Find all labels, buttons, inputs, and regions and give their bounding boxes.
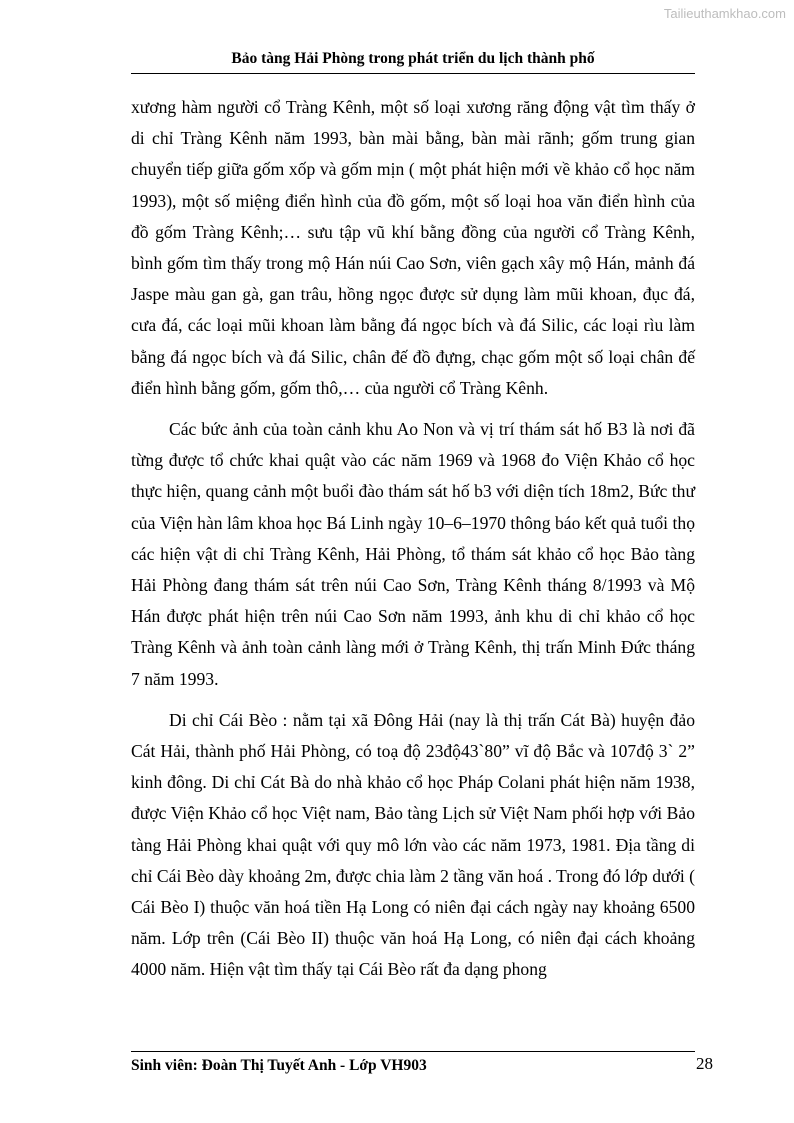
watermark-text: Tailieuthamkhao.com [663,6,786,21]
page-number: 28 [696,1054,713,1073]
document-body [131,92,695,986]
footer-author: Sinh viên: Đoàn Thị Tuyết Anh - Lớp VH903 [131,1057,427,1074]
page-header-title: Bảo tàng Hải Phòng trong phát triển du lịch thành phố [231,50,595,67]
footer-divider [131,1051,695,1052]
paragraph-photographs: Các bức ảnh của toàn cảnh khu Ao Non và vị trí thám sát hố B3 là nơi đã từng được tổ chức khai quật vào các năm 1969 và 1968 đo Viện Khảo cổ học thực hiện, quang cảnh một buổi đào thám sát hố b3 với diện tích 18m2, Bức thư của Viện hàn lâm khoa học Bá Linh ngày 10–6–1970 thông báo kết quả tuổi thọ các hiện vật di chỉ Tràng Kênh, Hải Phòng, tổ thám sát khảo cổ học Bảo tàng Hải Phòng đang thám sát trên núi Cao Sơn, Tràng Kênh tháng 8/1993 và Mộ Hán được phát hiện trên núi Cao Sơn năm 1993, ảnh khu di chỉ khảo cổ học Tràng Kênh và ảnh toàn cảnh làng mới ở Tràng Kênh, thị trấn Minh Đức tháng 7 năm 1993. [131,419,695,689]
paragraph-cai-beo-site: Di chỉ Cái Bèo : nằm tại xã Đông Hải (nay là thị trấn Cát Bà) huyện đảo Cát Hải, thành phố Hải Phòng, có toạ độ 23độ43`80” vĩ độ Bắc và 107độ 3` 2” kinh đông. Di chỉ Cát Bà do nhà khảo cổ học Pháp Colani phát hiện năm 1938, được Viện Khảo cổ học Việt nam, Bảo tàng Lịch sử Việt Nam phối hợp với Bảo tàng Hải Phòng khai quật với quy mô lớn vào các năm 1973, 1981. Địa tầng di chỉ Cái Bèo dày khoảng 2m, được chia làm 2 tầng văn hoá . Trong đó lớp dưới ( Cái Bèo I) thuộc văn hoá tiền Hạ Long có niên đại cách ngày nay khoảng 6500 năm. Lớp trên (Cái Bèo II) thuộc văn hoá Hạ Long, có niên đại cách khoảng 4000 năm. Hiện vật tìm thấy tại Cái Bèo rất đa dạng phong [131,709,695,980]
header-divider [131,73,695,74]
paragraph-continuation: xương hàm người cổ Tràng Kênh, một số loại xương răng động vật tìm thấy ở di chỉ Tràng Kênh năm 1993, bàn mài bằng, bàn mài rãnh; gốm trung gian chuyển tiếp giữa gốm xốp và gốm mịn ( một phát hiện mới về khảo cổ học năm 1993), một số miệng điển hình của đồ gốm, một số loại hoa văn điển hình của đồ gốm Tràng Kênh;… sưu tập vũ khí bằng đồng của người cổ Tràng Kênh, bình gốm tìm thấy trong mộ Hán núi Cao Sơn, viên gạch xây mộ Hán, mảnh đá Jaspe màu gan gà, gan trâu, hồng ngọc được sử dụng làm mũi khoan, đục đá, cưa đá, các loại mũi khoan làm bằng đá ngọc bích và đá Silic, các loại rìu làm bằng đá ngọc bích và đá Silic, chân đế đồ đựng, chạc gốm một số loại chân đế điển hình bằng gốm, gốm thô,… của người cổ Tràng Kênh. [131,97,695,398]
